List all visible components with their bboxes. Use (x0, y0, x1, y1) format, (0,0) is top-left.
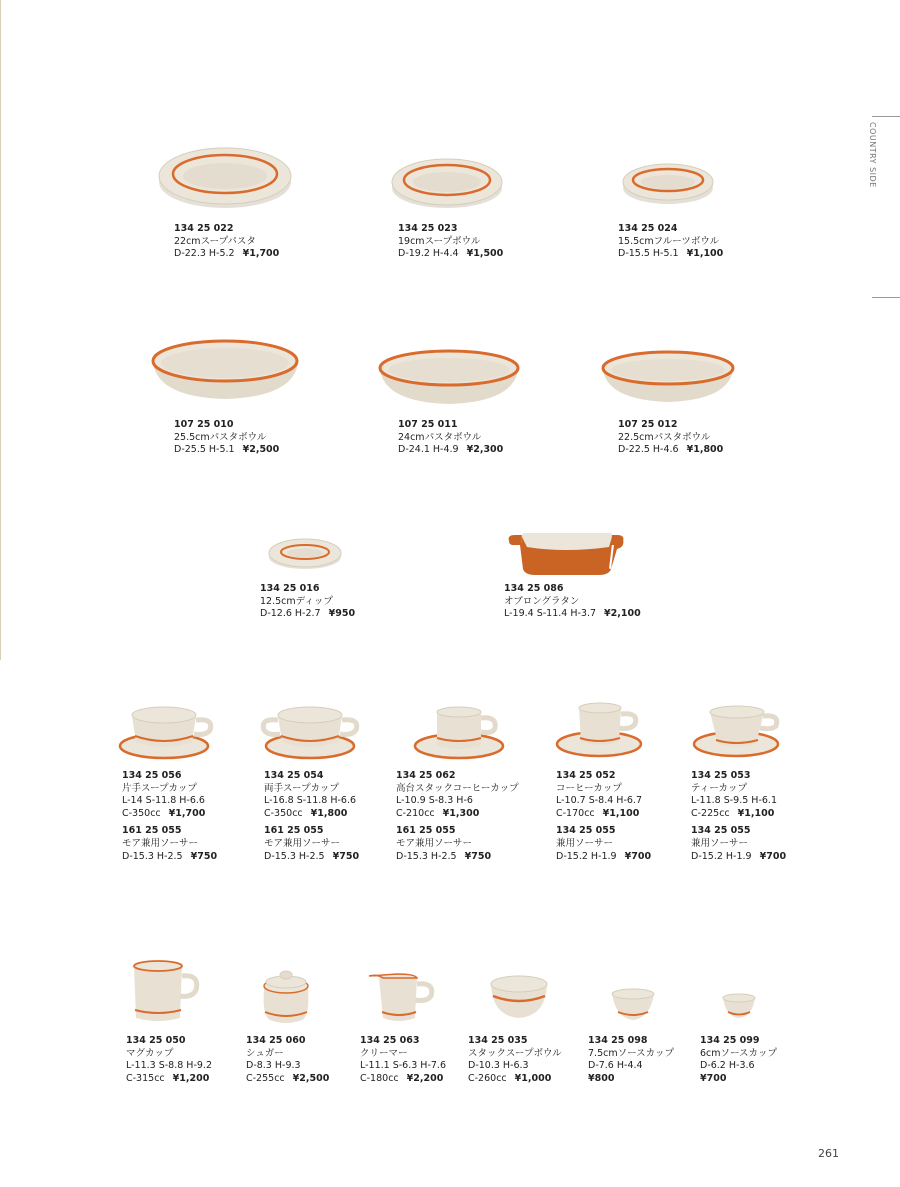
product-price: ¥1,100 (602, 807, 640, 819)
product-price: ¥1,700 (168, 807, 206, 819)
product-capacity: C-255cc (246, 1072, 285, 1084)
sauce-cup-icon (608, 986, 658, 1024)
product-name: 25.5cmパスタボウル (174, 431, 267, 443)
product-spec: L-10.7 S-8.4 H-6.7 (556, 795, 642, 807)
mug-icon (128, 958, 202, 1026)
product-price: ¥2,100 (604, 608, 641, 620)
product-spec: L-10.9 S-8.3 H-6 (396, 795, 473, 807)
product-price: ¥1,100 (737, 807, 775, 819)
product-price: ¥2,500 (242, 444, 280, 456)
coffee-cup-icon (555, 698, 647, 762)
product-caption (174, 223, 279, 261)
saucer-price: ¥700 (759, 850, 787, 862)
product-name: 両手スープカップ (264, 782, 339, 794)
saucer-price: ¥750 (190, 850, 218, 862)
product-code: 134 25 063 (360, 1035, 420, 1046)
creamer-icon (367, 970, 437, 1026)
product-code: 134 25 056 (122, 770, 182, 781)
product-name: 7.5cmソースカップ (588, 1047, 675, 1059)
product-spec: D-19.2 H-4.4 (398, 248, 459, 260)
product-code: 134 25 016 (260, 583, 320, 594)
product-caption (360, 1035, 446, 1085)
sauce-cup-small-icon (720, 992, 758, 1022)
product-price: ¥700 (700, 1072, 727, 1084)
product-caption (691, 770, 786, 863)
product-spec: D-22.5 H-4.6 (618, 444, 679, 456)
product-spec: D-24.1 H-4.9 (398, 444, 459, 456)
soup-bowl-icon (385, 152, 510, 212)
product-code: 134 25 053 (691, 770, 751, 781)
product-caption (396, 770, 519, 863)
product-capacity: C-350cc (122, 807, 161, 819)
tea-cup-icon (692, 700, 784, 762)
product-name: 片手スープカップ (122, 782, 197, 794)
product-price: ¥1,200 (172, 1072, 210, 1084)
product-capacity: C-350cc (264, 807, 303, 819)
product-capacity: C-225cc (691, 807, 730, 819)
product-spec: L-19.4 S-11.4 H-3.7 (504, 608, 597, 620)
saucer-code: 134 25 055 (691, 825, 751, 837)
product-price: ¥2,500 (292, 1072, 330, 1084)
product-caption (398, 419, 503, 457)
product-spec: D-8.3 H-9.3 (246, 1060, 301, 1072)
product-code: 134 25 052 (556, 770, 616, 781)
saucer-name: 兼用ソーサー (691, 837, 749, 849)
saucer-price: ¥750 (332, 850, 360, 862)
product-capacity: C-210cc (396, 807, 435, 819)
stack-soup-bowl-icon (487, 972, 551, 1024)
product-capacity: C-170cc (556, 807, 595, 819)
product-price: ¥800 (588, 1072, 615, 1084)
product-spec: D-6.2 H-3.6 (700, 1060, 755, 1072)
product-caption (246, 1035, 329, 1085)
product-code: 134 25 054 (264, 770, 324, 781)
product-caption (126, 1035, 212, 1085)
product-caption (618, 223, 723, 261)
product-name: 6cmソースカップ (700, 1047, 777, 1059)
product-caption (468, 1035, 562, 1085)
product-name: 22cmスープパスタ (174, 235, 256, 247)
saucer-price: ¥750 (464, 850, 492, 862)
section-label: COUNTRY SIDE (868, 122, 877, 188)
product-name: 22.5cmパスタボウル (618, 431, 711, 443)
product-spec: L-14 S-11.8 H-6.6 (122, 795, 205, 807)
fruit-bowl-icon (618, 158, 718, 208)
page-number: 261 (818, 1147, 839, 1160)
saucer-spec: D-15.2 H-1.9 (556, 850, 617, 862)
product-capacity: C-180cc (360, 1072, 399, 1084)
product-caption (264, 770, 359, 863)
dip-dish-icon (265, 535, 345, 573)
pasta-bowl-icon (148, 335, 303, 407)
saucer-name: モア兼用ソーサー (396, 837, 473, 849)
product-caption (556, 770, 651, 863)
section-divider-top (872, 116, 900, 117)
product-code: 134 25 062 (396, 770, 456, 781)
pasta-bowl-icon (598, 348, 738, 408)
product-code: 134 25 050 (126, 1035, 186, 1046)
saucer-spec: D-15.3 H-2.5 (396, 850, 457, 862)
product-name: クリーマー (360, 1047, 408, 1059)
product-name: マグカップ (126, 1047, 174, 1059)
product-code: 134 25 086 (504, 583, 564, 594)
product-price: ¥2,300 (466, 444, 504, 456)
product-code: 134 25 023 (398, 223, 458, 234)
saucer-code: 134 25 055 (556, 825, 616, 837)
product-caption (618, 419, 723, 457)
product-spec: D-10.3 H-6.3 (468, 1060, 529, 1072)
saucer-spec: D-15.3 H-2.5 (122, 850, 183, 862)
product-code: 134 25 099 (700, 1035, 760, 1046)
oblong-gratin-icon (505, 525, 627, 577)
product-caption (174, 419, 279, 457)
product-spec: L-11.1 S-6.3 H-7.6 (360, 1060, 446, 1072)
product-price: ¥1,300 (442, 807, 480, 819)
product-spec: L-16.8 S-11.8 H-6.6 (264, 795, 357, 807)
section-divider-bottom (872, 297, 900, 298)
product-name: オブロングラタン (504, 595, 580, 607)
saucer-code: 161 25 055 (264, 825, 324, 837)
product-code: 134 25 060 (246, 1035, 306, 1046)
product-capacity: C-315cc (126, 1072, 165, 1084)
product-code: 134 25 098 (588, 1035, 648, 1046)
product-name: 15.5cmフルーツボウル (618, 235, 720, 247)
product-price: ¥1,000 (514, 1072, 552, 1084)
product-spec: D-12.6 H-2.7 (260, 608, 321, 620)
product-caption (398, 223, 503, 261)
product-name: 12.5cmディップ (260, 595, 333, 607)
product-price: ¥1,700 (242, 248, 280, 260)
product-name: 24cmパスタボウル (398, 431, 482, 443)
product-name: ティーカップ (691, 782, 747, 794)
product-spec: L-11.8 S-9.5 H-6.1 (691, 795, 777, 807)
saucer-price: ¥700 (624, 850, 652, 862)
product-caption (700, 1035, 777, 1085)
product-name: スタックスープボウル (468, 1047, 562, 1059)
sugar-pot-icon (258, 966, 314, 1026)
pasta-bowl-icon (375, 346, 523, 410)
left-margin-rule (0, 0, 1, 660)
product-name: 高台スタックコーヒーカップ (396, 782, 519, 794)
product-price: ¥950 (328, 608, 356, 620)
pasta-plate-icon (150, 140, 300, 215)
product-spec: D-15.5 H-5.1 (618, 248, 679, 260)
product-price: ¥1,100 (686, 248, 724, 260)
product-name: コーヒーカップ (556, 782, 622, 794)
product-code: 107 25 012 (618, 419, 678, 430)
product-caption (122, 770, 217, 863)
stack-coffee-cup-icon (413, 702, 508, 762)
product-caption (260, 583, 355, 621)
product-caption (504, 583, 641, 621)
saucer-spec: D-15.2 H-1.9 (691, 850, 752, 862)
product-spec: L-11.3 S-8.8 H-9.2 (126, 1060, 212, 1072)
product-code: 134 25 022 (174, 223, 234, 234)
product-name: 19cmスープボウル (398, 235, 481, 247)
product-caption (588, 1035, 674, 1085)
saucer-name: モア兼用ソーサー (122, 837, 199, 849)
product-price: ¥1,500 (466, 248, 504, 260)
product-spec: D-22.3 H-5.2 (174, 248, 235, 260)
product-code: 107 25 011 (398, 419, 458, 430)
saucer-name: モア兼用ソーサー (264, 837, 341, 849)
product-price: ¥2,200 (406, 1072, 444, 1084)
product-name: シュガー (246, 1047, 284, 1059)
saucer-spec: D-15.3 H-2.5 (264, 850, 325, 862)
product-capacity: C-260cc (468, 1072, 507, 1084)
saucer-name: 兼用ソーサー (556, 837, 614, 849)
product-price: ¥1,800 (310, 807, 348, 819)
product-price: ¥1,800 (686, 444, 724, 456)
soup-cup-one-handle-icon (118, 700, 218, 762)
saucer-code: 161 25 055 (396, 825, 456, 837)
saucer-code: 161 25 055 (122, 825, 182, 837)
soup-cup-two-handle-icon (258, 700, 363, 762)
product-spec: D-7.6 H-4.4 (588, 1060, 643, 1072)
product-code: 134 25 035 (468, 1035, 528, 1046)
product-code: 134 25 024 (618, 223, 678, 234)
product-spec: D-25.5 H-5.1 (174, 444, 235, 456)
product-code: 107 25 010 (174, 419, 234, 430)
